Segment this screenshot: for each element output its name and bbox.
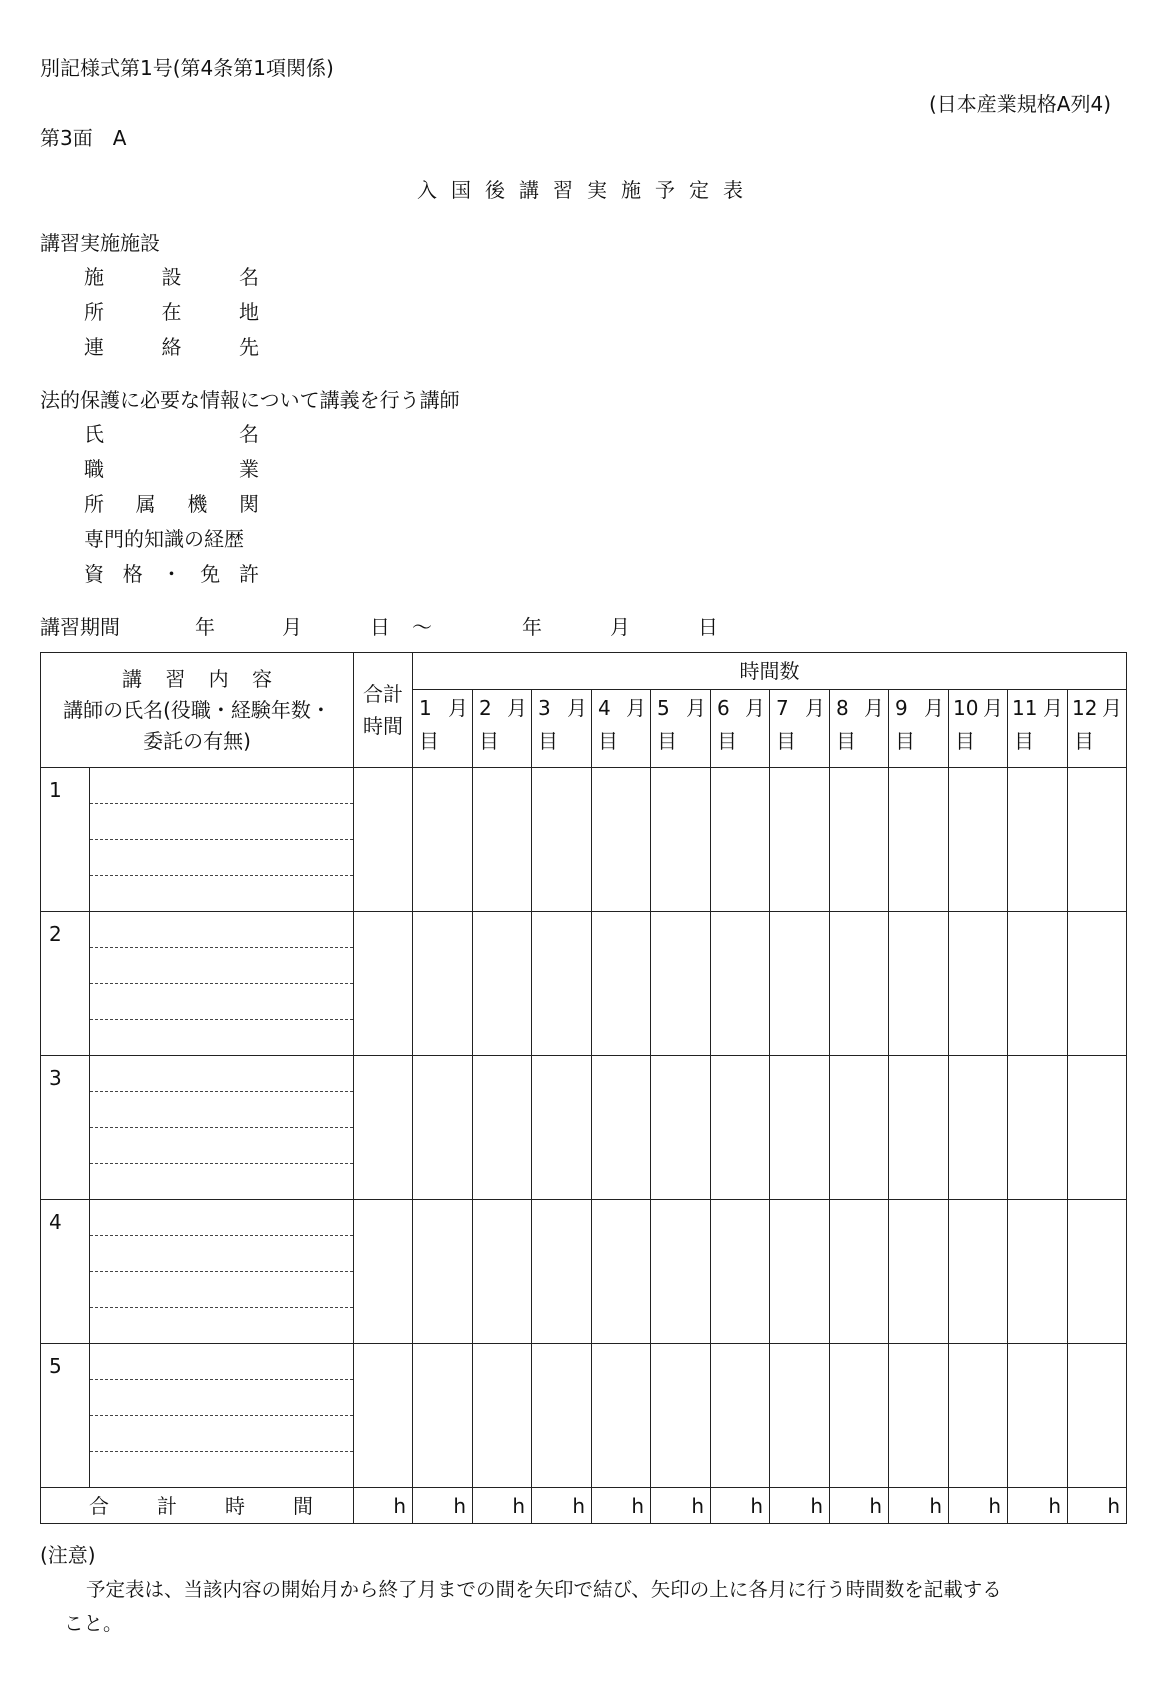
notes-heading: (注意) xyxy=(40,1543,96,1567)
month-total-hours[interactable]: h xyxy=(1008,1488,1068,1524)
month-total-hours[interactable]: h xyxy=(770,1488,830,1524)
month-cell[interactable] xyxy=(592,1344,651,1488)
content-header-line2: 講師の氏名(役職・経験年数・ xyxy=(63,698,331,722)
month-cell[interactable] xyxy=(711,912,770,1056)
facility-address-label: 所 在 地 xyxy=(84,300,259,324)
month-total-hours[interactable]: h xyxy=(592,1488,651,1524)
lecturer-name-label: 氏 名 xyxy=(84,422,259,446)
row-total-cell[interactable] xyxy=(354,912,413,1056)
month-header-3: 3 月 目 xyxy=(532,690,592,768)
content-header-cell xyxy=(41,653,354,768)
month-cell[interactable] xyxy=(592,768,651,912)
month-total-hours[interactable]: h xyxy=(413,1488,473,1524)
month-cell[interactable] xyxy=(651,1056,711,1200)
lecturer-qualification-label: 資 格 ・ 免 許 xyxy=(84,562,259,586)
month-cell[interactable] xyxy=(770,768,830,912)
form-reference: 別記様式第1号(第4条第1項関係) xyxy=(40,56,334,80)
month-header-9: 9 月 目 xyxy=(889,690,949,768)
month-header-11: 11 月 目 xyxy=(1008,690,1068,768)
lecturer-occupation-label: 職 業 xyxy=(84,457,259,481)
document-title: 入国後講習実施予定表 xyxy=(417,178,757,202)
month-cell[interactable] xyxy=(592,1200,651,1344)
page-label: 第3面 A xyxy=(40,126,127,150)
month-cell[interactable] xyxy=(1008,1200,1068,1344)
month-cell[interactable] xyxy=(473,1056,532,1200)
month-cell[interactable] xyxy=(770,1200,830,1344)
month-cell[interactable] xyxy=(413,912,473,1056)
period-start-day: 日 xyxy=(370,615,390,639)
facility-contact-label: 連 絡 先 xyxy=(84,335,259,359)
month-header-2: 2 月 目 xyxy=(473,690,532,768)
lecture-content-cell[interactable] xyxy=(90,1200,354,1344)
period-end-day: 日 xyxy=(698,615,718,639)
month-cell[interactable] xyxy=(889,1200,949,1344)
month-cell[interactable] xyxy=(1068,912,1127,1056)
row-total-cell[interactable] xyxy=(354,1200,413,1344)
notes-line-1: 予定表は、当該内容の開始月から終了月までの間を矢印で結び、矢印の上に各月に行う時間数を記載する xyxy=(86,1578,1002,1601)
month-header-5: 5 月 目 xyxy=(651,690,711,768)
facility-heading: 講習実施施設 xyxy=(40,231,160,255)
month-total-hours[interactable]: h xyxy=(532,1488,592,1524)
grand-total-hours[interactable]: h xyxy=(354,1488,413,1524)
month-cell[interactable] xyxy=(592,912,651,1056)
row-number: 4 xyxy=(41,1200,90,1344)
month-cell[interactable] xyxy=(889,1056,949,1200)
month-cell[interactable] xyxy=(711,1344,770,1488)
month-cell[interactable] xyxy=(413,1344,473,1488)
total-row xyxy=(41,1488,1127,1524)
month-cell[interactable] xyxy=(949,912,1008,1056)
row-total-cell[interactable] xyxy=(354,1056,413,1200)
period-start-month: 月 xyxy=(282,615,302,639)
row-number: 5 xyxy=(41,1344,90,1488)
total-hours-header: 合計 時間 xyxy=(354,653,413,768)
lecture-content-cell[interactable] xyxy=(90,768,354,912)
month-cell[interactable] xyxy=(651,1200,711,1344)
month-header-7: 7 月 目 xyxy=(770,690,830,768)
total-row-label: 合 計 時 間 xyxy=(41,1488,354,1524)
month-total-hours[interactable]: h xyxy=(473,1488,532,1524)
month-cell[interactable] xyxy=(413,768,473,912)
month-cell[interactable] xyxy=(770,912,830,1056)
paper-size-note: (日本産業規格A列4) xyxy=(928,92,1111,116)
month-cell[interactable] xyxy=(413,1056,473,1200)
month-cell[interactable] xyxy=(770,1056,830,1200)
month-cell[interactable] xyxy=(1008,768,1068,912)
table-row xyxy=(41,768,1127,912)
month-header-4: 4 月 目 xyxy=(592,690,651,768)
table-row xyxy=(41,1056,1127,1200)
month-cell[interactable] xyxy=(830,1200,889,1344)
lecturer-expertise-label: 専門的知識の経歴 xyxy=(84,527,244,551)
table-row xyxy=(41,1200,1127,1344)
period-label: 講習期間 xyxy=(40,615,120,639)
facility-name-label: 施 設 名 xyxy=(84,265,259,289)
schedule-table xyxy=(40,652,1127,1524)
month-header-8: 8 月 目 xyxy=(830,690,889,768)
lecturer-affiliation-label: 所 属 機 関 xyxy=(84,492,259,516)
month-cell[interactable] xyxy=(949,1344,1008,1488)
row-number: 3 xyxy=(41,1056,90,1200)
content-header-title: 講 習 内 容 xyxy=(122,667,272,691)
row-total-cell[interactable] xyxy=(354,768,413,912)
month-header-1: 1 月 目 xyxy=(413,690,473,768)
period-end-year: 年 xyxy=(522,615,542,639)
month-cell[interactable] xyxy=(532,768,592,912)
period-tilde: ～ xyxy=(412,615,432,639)
period-start-year: 年 xyxy=(195,615,215,639)
month-cell[interactable] xyxy=(889,768,949,912)
month-cell[interactable] xyxy=(1068,1344,1127,1488)
table-header-row xyxy=(41,653,1127,690)
month-cell[interactable] xyxy=(770,1344,830,1488)
month-total-hours[interactable]: h xyxy=(651,1488,711,1524)
month-cell[interactable] xyxy=(473,1344,532,1488)
month-cell[interactable] xyxy=(889,1344,949,1488)
table-row xyxy=(41,1344,1127,1488)
month-cell[interactable] xyxy=(473,912,532,1056)
month-cell[interactable] xyxy=(651,912,711,1056)
month-cell[interactable] xyxy=(711,1056,770,1200)
month-cell[interactable] xyxy=(413,1200,473,1344)
period-end-month: 月 xyxy=(610,615,630,639)
month-cell[interactable] xyxy=(830,768,889,912)
table-row xyxy=(41,912,1127,1056)
month-cell[interactable] xyxy=(1068,1200,1127,1344)
month-total-hours[interactable]: h xyxy=(949,1488,1008,1524)
month-cell[interactable] xyxy=(532,1200,592,1344)
month-cell[interactable] xyxy=(532,1056,592,1200)
month-cell[interactable] xyxy=(830,1344,889,1488)
month-cell[interactable] xyxy=(651,768,711,912)
month-cell[interactable] xyxy=(711,768,770,912)
month-cell[interactable] xyxy=(1008,1344,1068,1488)
month-cell[interactable] xyxy=(711,1200,770,1344)
month-header-12: 12 月 目 xyxy=(1068,690,1127,768)
month-cell[interactable] xyxy=(651,1344,711,1488)
lecture-content-cell[interactable] xyxy=(90,1056,354,1200)
month-total-hours[interactable]: h xyxy=(1068,1488,1127,1524)
lecture-content-cell[interactable] xyxy=(90,912,354,1056)
month-cell[interactable] xyxy=(949,1200,1008,1344)
month-cell[interactable] xyxy=(889,912,949,1056)
row-number: 2 xyxy=(41,912,90,1056)
month-cell[interactable] xyxy=(1008,1056,1068,1200)
month-cell[interactable] xyxy=(949,1056,1008,1200)
row-total-cell[interactable] xyxy=(354,1344,413,1488)
lecture-content-cell[interactable] xyxy=(90,1344,354,1488)
month-cell[interactable] xyxy=(532,912,592,1056)
notes-line-2: こと。 xyxy=(64,1612,123,1635)
lecturer-heading: 法的保護に必要な情報について講義を行う講師 xyxy=(40,388,460,412)
month-cell[interactable] xyxy=(1008,912,1068,1056)
month-cell[interactable] xyxy=(830,912,889,1056)
month-cell[interactable] xyxy=(473,768,532,912)
month-total-hours[interactable]: h xyxy=(889,1488,949,1524)
month-total-hours[interactable]: h xyxy=(830,1488,889,1524)
month-cell[interactable] xyxy=(830,1056,889,1200)
month-cell[interactable] xyxy=(1068,1056,1127,1200)
month-cell[interactable] xyxy=(532,1344,592,1488)
content-header-line3: 委託の有無) xyxy=(143,729,251,753)
month-cell[interactable] xyxy=(1068,768,1127,912)
month-cell[interactable] xyxy=(592,1056,651,1200)
row-number: 1 xyxy=(41,768,90,912)
month-header-10: 10 月 目 xyxy=(949,690,1008,768)
month-cell[interactable] xyxy=(949,768,1008,912)
hours-header: 時間数 xyxy=(413,653,1127,690)
month-cell[interactable] xyxy=(473,1200,532,1344)
month-total-hours[interactable]: h xyxy=(711,1488,770,1524)
month-header-6: 6 月 目 xyxy=(711,690,770,768)
